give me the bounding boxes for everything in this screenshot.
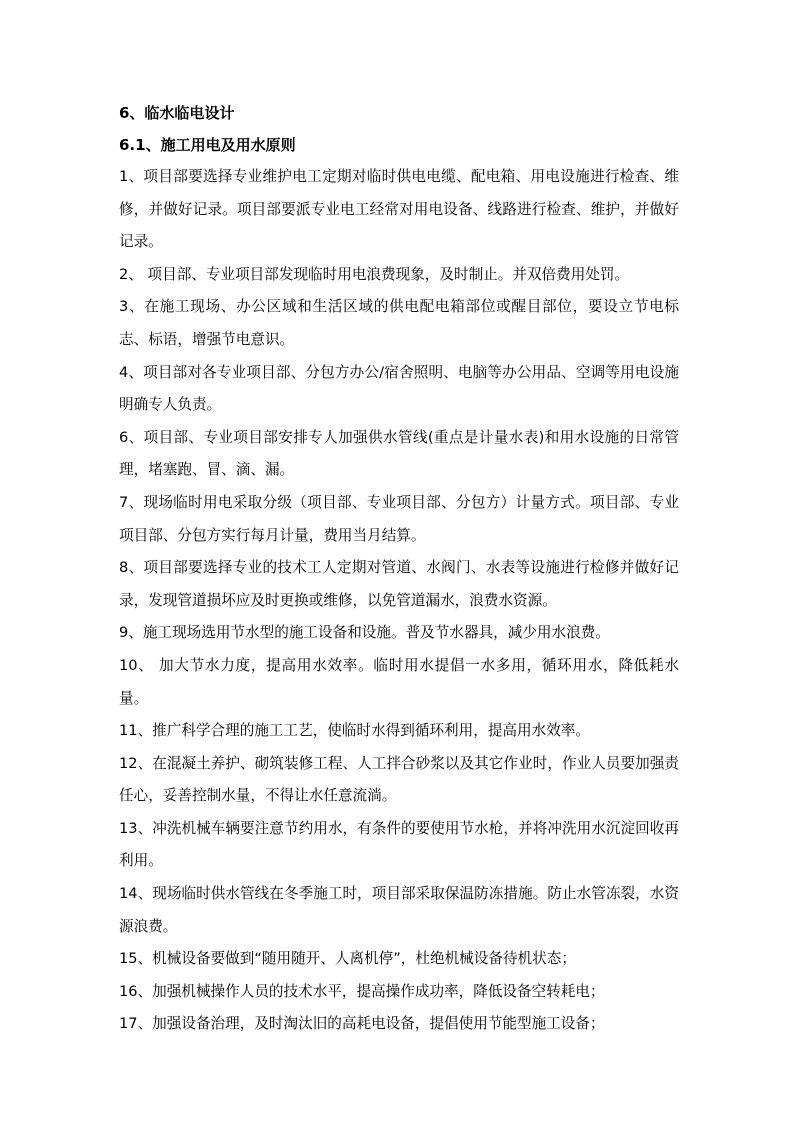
paragraph-10: 10、 加大节水力度，提高用水效率。临时用水提倡一水多用，循环用水，降低耗水量。 <box>119 656 679 707</box>
paragraph-8: 8、项目部要选择专业的技术工人定期对管道、水阀门、水表等设施进行检修并做好记录，发现管道损坏应及时更换或维修，以免管道漏水，浪费水资源。 <box>119 559 679 609</box>
paragraph-11: 11、推广科学合理的施工工艺，使临时水得到循环利用，提高用水效率。 <box>119 722 590 740</box>
paragraph-13: 13、冲洗机械车辆要注意节约用水，有条件的要使用节水枪，并将冲洗用水沉淀回收再利用。 <box>119 819 679 870</box>
paragraph-1: 1、项目部要选择专业维护电工定期对临时供电电缆、配电箱、用电设施进行检查、维修，并做好记录。项目部要派专业电工经常对用电设备、线路进行检查、维护，并做好记录。 <box>119 168 679 251</box>
paragraph-12: 12、在混凝土养护、砌筑装修工程、人工拌合砂浆以及其它作业时，作业人员要加强责任心，妥善控制水量，不得让水任意流淌。 <box>119 754 679 805</box>
paragraph-4: 4、项目部对各专业项目部、分包方办公/宿舍照明、电脑等办公用品、空调等用电设施明确专人负责。 <box>119 363 679 414</box>
paragraph-7: 7、现场临时用电采取分级（项目部、专业项目部、分包方）计量方式。项目部、专业项目部、分包方实行每月计量，费用当月结算。 <box>119 493 679 544</box>
paragraph-6: 6、项目部、专业项目部安排专人加强供水管线(重点是计量水表)和用水设施的日常管理，堵塞跑、冒、滴、漏。 <box>119 428 679 479</box>
document-body <box>119 97 679 1041</box>
section-title: 6、临水临电设计 <box>119 104 235 122</box>
subsection-title: 6.1、施工用电及用水原则 <box>119 136 296 154</box>
paragraph-17: 17、加强设备治理，及时淘汰旧的高耗电设备，提倡使用节能型施工设备； <box>119 1015 605 1033</box>
paragraph-9: 9、施工现场选用节水型的施工设备和设施。普及节水器具，减少用水浪费。 <box>119 624 610 642</box>
paragraph-3: 3、在施工现场、办公区域和生活区域的供电配电箱部位或醒目部位，要设立节电标志、标语，增强节电意识。 <box>119 298 679 348</box>
paragraph-14: 14、现场临时供水管线在冬季施工时，项目部采取保温防冻措施。防止水管冻裂，水资源浪费。 <box>119 885 679 935</box>
paragraph-15: 15、机械设备要做到“随用随开、人离机停”，杜绝机械设备待机状态； <box>119 950 576 968</box>
paragraph-16: 16、加强机械操作人员的技术水平，提高操作成功率，降低设备空转耗电； <box>119 982 605 1000</box>
paragraph-2: 2、 项目部、专业项目部发现临时用电浪费现象，及时制止。并双倍费用处罚。 <box>119 265 630 283</box>
